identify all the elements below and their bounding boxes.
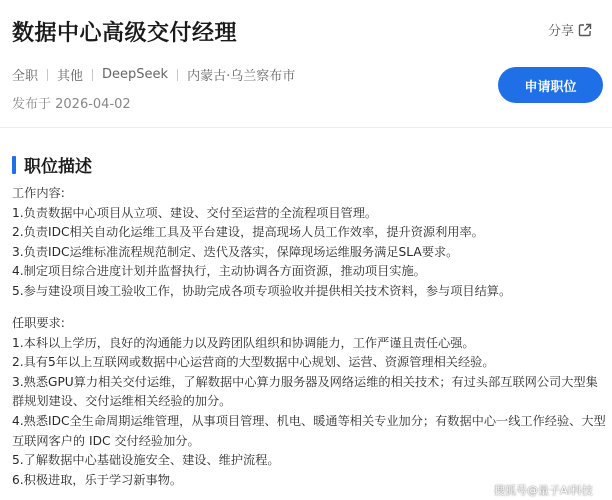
duty-item: 4.制定项目综合进度计划并监督执行，主动协调各方面资源，推动项目实施。 [12,264,426,279]
requirement-item: 1.本科以上学历，良好的沟通能力以及跨团队组织和协调能力，工作严谨且责任心强。 [12,335,475,350]
duty-item: 5.参与建设项目竣工验收工作，协助完成各项专项验收并提供相关技术资料，参与项目结算。 [12,283,512,298]
job-title: 数据中心高级交付经理 [12,21,238,46]
duty-item: 3.负责IDC运维标准流程规范制定、迭代及落实，保障现场运维服务满足SLA要求。 [12,244,459,259]
meta-company: DeepSeek [102,67,169,82]
requirements-heading: 任职要求: [12,316,65,330]
share-label: 分享 [547,24,574,39]
meta-employment-type: 全职 [12,69,39,84]
apply-button[interactable]: 申请职位 [498,67,603,103]
requirement-item: 3.熟悉GPU算力相关交付运维，了解数据中心算力服务器及网络运维的相关技术；有过头部互联网公司大型集群规划建设、交付运维相关经验的加分。 [12,374,598,409]
requirement-item: 5.了解数据中心基础设施安全、建设、维护流程。 [12,453,280,468]
duties-heading: 工作内容: [12,186,65,200]
divider [0,127,612,128]
share-icon [578,23,592,37]
publish-date: 发布于 2026-04-02 [12,97,131,112]
meta-separator [92,69,93,81]
section-accent-bar [12,156,16,174]
requirement-item: 2.具有5年以上互联网或数据中心运营商的大型数据中心规划、运营、资源管理相关经验。 [12,355,495,370]
requirements-block [12,314,608,490]
duty-item: 1.负责数据中心项目从立项、建设、交付至运营的全流程项目管理。 [12,205,378,220]
requirement-item: 4.熟悉IDC全生命周期运维管理，从事项目管理、机电、暖通等相关专业加分；有数据中心一线工作经验、大型互联网客户的 IDC 交付经验加分。 [12,413,606,448]
section-title: 职位描述 [24,157,92,177]
requirement-item: 6.积极进取，乐于学习新事物。 [12,472,183,487]
meta-location: 内蒙古·乌兰察布市 [187,69,296,84]
duty-item: 2.负责IDC相关自动化运维工具及平台建设，提高现场人员工作效率，提升资源利用率。 [12,225,484,240]
meta-separator [47,69,48,81]
section-header [12,152,92,177]
watermark: 搜狐号@量子AI科技 [494,484,593,497]
share-button[interactable] [548,20,592,39]
job-meta [12,65,295,84]
meta-separator [177,69,178,81]
meta-category: 其他 [57,69,84,84]
duties-block [12,184,608,302]
